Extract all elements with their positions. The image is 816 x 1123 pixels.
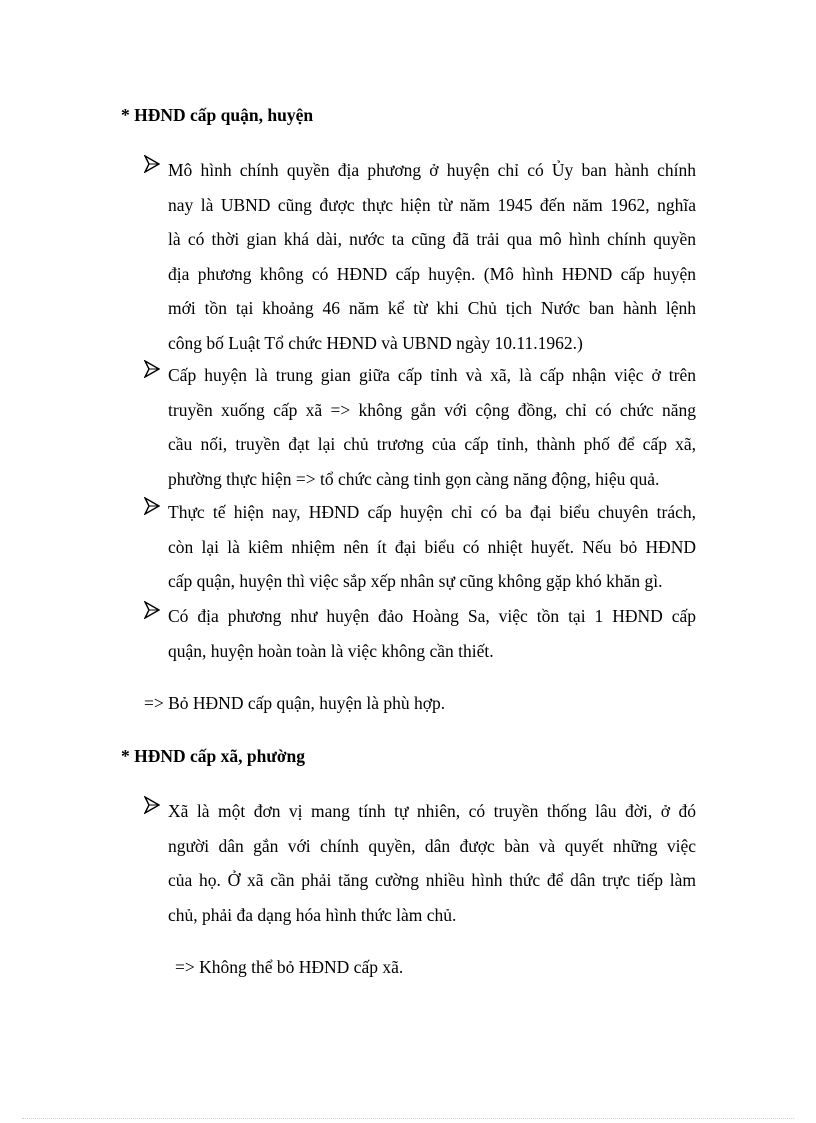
arrow-bullet-icon (144, 155, 160, 173)
text-line: chủ, phải đa dạng hóa hình thức làm chủ. (168, 904, 457, 925)
bullet-text (168, 599, 696, 668)
text-line: người dân gắn với chính quyền, dân được bàn và quyết những việc (168, 835, 696, 856)
bullet-item (144, 794, 696, 932)
bullet-text (168, 794, 696, 932)
bullet-item (144, 495, 696, 599)
arrow-bullet-icon (144, 360, 160, 378)
text-line: truyền xuống cấp xã => không gắn với cộng đồng, chỉ có chức năng (168, 399, 696, 420)
bullet-text (168, 358, 696, 496)
conclusion-commune: => Không thể bỏ HĐND cấp xã. (175, 957, 404, 977)
conclusion-district: => Bỏ HĐND cấp quận, huyện là phù hợp. (144, 693, 446, 713)
text-line: mới tồn tại khoảng 46 năm kể từ khi Chủ tịch Nước ban hành lệnh (168, 298, 696, 318)
section-heading-commune: * HĐND cấp xã, phường (121, 746, 306, 766)
bullet-item (144, 153, 696, 360)
text-line: cầu nối, truyền đạt lại chủ trương của cấp tỉnh, thành phố để cấp xã, (168, 434, 696, 454)
arrow-bullet-icon (144, 796, 160, 814)
bullet-item (144, 358, 696, 496)
text-line: công bố Luật Tổ chức HĐND và UBND ngày 10.11.1962.) (168, 332, 583, 353)
text-line: là có thời gian khá dài, nước ta cũng đã trải qua mô hình chính quyền (168, 229, 696, 249)
text-line: phường thực hiện => tổ chức càng tinh gọn càng năng động, hiệu quả. (168, 468, 660, 489)
bullet-text (168, 495, 696, 599)
bullet-text (168, 153, 696, 360)
bullet-item (144, 599, 696, 668)
text-line: cấp quận, huyện thì việc sắp xếp nhân sự cũng không gặp khó khăn gì. (168, 571, 663, 591)
text-line: quận, huyện hoàn toàn là việc không cần thiết. (168, 640, 494, 661)
section-heading-district: * HĐND cấp quận, huyện (121, 105, 314, 125)
text-line: còn lại là kiêm nhiệm nên ít đại biểu có nhiệt huyết. Nếu bỏ HĐND (168, 536, 696, 557)
text-line: Mô hình chính quyền địa phương ở huyện chỉ có Ủy ban hành chính (168, 160, 696, 180)
arrow-bullet-icon (144, 497, 160, 515)
text-line: của họ. Ở xã cần phải tăng cường nhiều hình thức để dân trực tiếp làm (168, 870, 696, 890)
text-line: nay là UBND cũng được thực hiện từ năm 1945 đến năm 1962, nghĩa (168, 194, 696, 215)
text-line: địa phương không có HĐND cấp huyện. (Mô hình HĐND cấp huyện (168, 263, 696, 284)
text-line: Có địa phương như huyện đảo Hoàng Sa, việc tồn tại 1 HĐND cấp (168, 606, 696, 626)
text-line: Cấp huyện là trung gian giữa cấp tỉnh và xã, là cấp nhận việc ở trên (168, 365, 696, 385)
text-line: Thực tế hiện nay, HĐND cấp huyện chỉ có ba đại biểu chuyên trách, (168, 502, 696, 522)
page-bottom-divider (22, 1118, 794, 1119)
arrow-bullet-icon (144, 601, 160, 619)
text-line: Xã là một đơn vị mang tính tự nhiên, có truyền thống lâu đời, ở đó (168, 801, 696, 821)
